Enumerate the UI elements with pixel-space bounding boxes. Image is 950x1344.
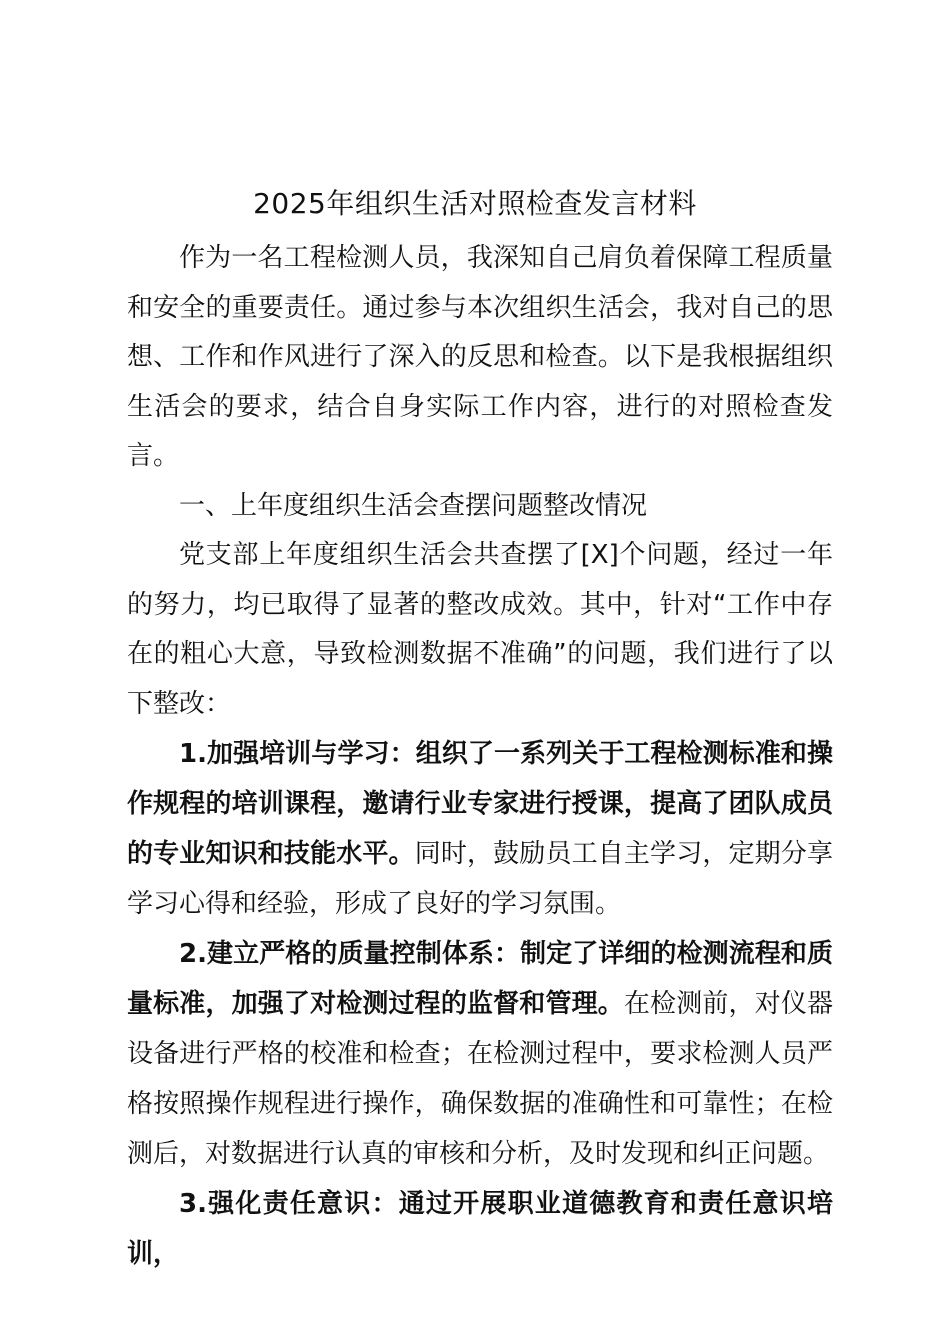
list-item-2-text: 在检测前，对仪器设备进行严格的校准和检查；在检测过程中，要求检测人员严格按照操作规程进行操作，确保数据的准确性和可靠性；在检测后，对数据进行认真的审核和分析，及时发现和纠正问题。 bbox=[127, 989, 833, 1169]
list-item-1 bbox=[127, 729, 833, 929]
list-item-2-lead: 2.建立严格的质量控制体系：制定了详细的检测流程和质量标准，加强了对检测过程的监督和管理。 bbox=[127, 939, 833, 1019]
list-item-1-text: 同时，鼓励员工自主学习，定期分享学习心得和经验，形成了良好的学习氛围。 bbox=[127, 839, 833, 919]
list-item-3-lead: 3.强化责任意识：通过开展职业道德教育和责任意识培训， bbox=[127, 1189, 833, 1269]
intro-paragraph: 作为一名工程检测人员，我深知自己肩负着保障工程质量和安全的重要责任。通过参与本次组织生活会，我对自己的思想、工作和作风进行了深入的反思和检查。以下是我根据组织生活会的要求，结合自身实际工作内容，进行的对照检查发言。 bbox=[127, 243, 833, 471]
section-paragraph: 党支部上年度组织生活会共查摆了[X]个问题，经过一年的努力，均已取得了显著的整改成效。其中，针对“工作中存在的粗心大意，导致检测数据不准确”的问题，我们进行了以下整改： bbox=[127, 540, 833, 719]
section-heading: 一、上年度组织生活会查摆问题整改情况 bbox=[179, 490, 648, 521]
list-item-1-lead: 1.加强培训与学习：组织了一系列关于工程检测标准和操作规程的培训课程，邀请行业专家进行授课，提高了团队成员的专业知识和技能水平。 bbox=[127, 739, 833, 869]
list-item-2 bbox=[127, 929, 833, 1179]
list-item-3 bbox=[127, 1179, 833, 1279]
document-title: 2025年组织生活对照检查发言材料 bbox=[253, 187, 697, 220]
document-body bbox=[127, 234, 833, 1279]
